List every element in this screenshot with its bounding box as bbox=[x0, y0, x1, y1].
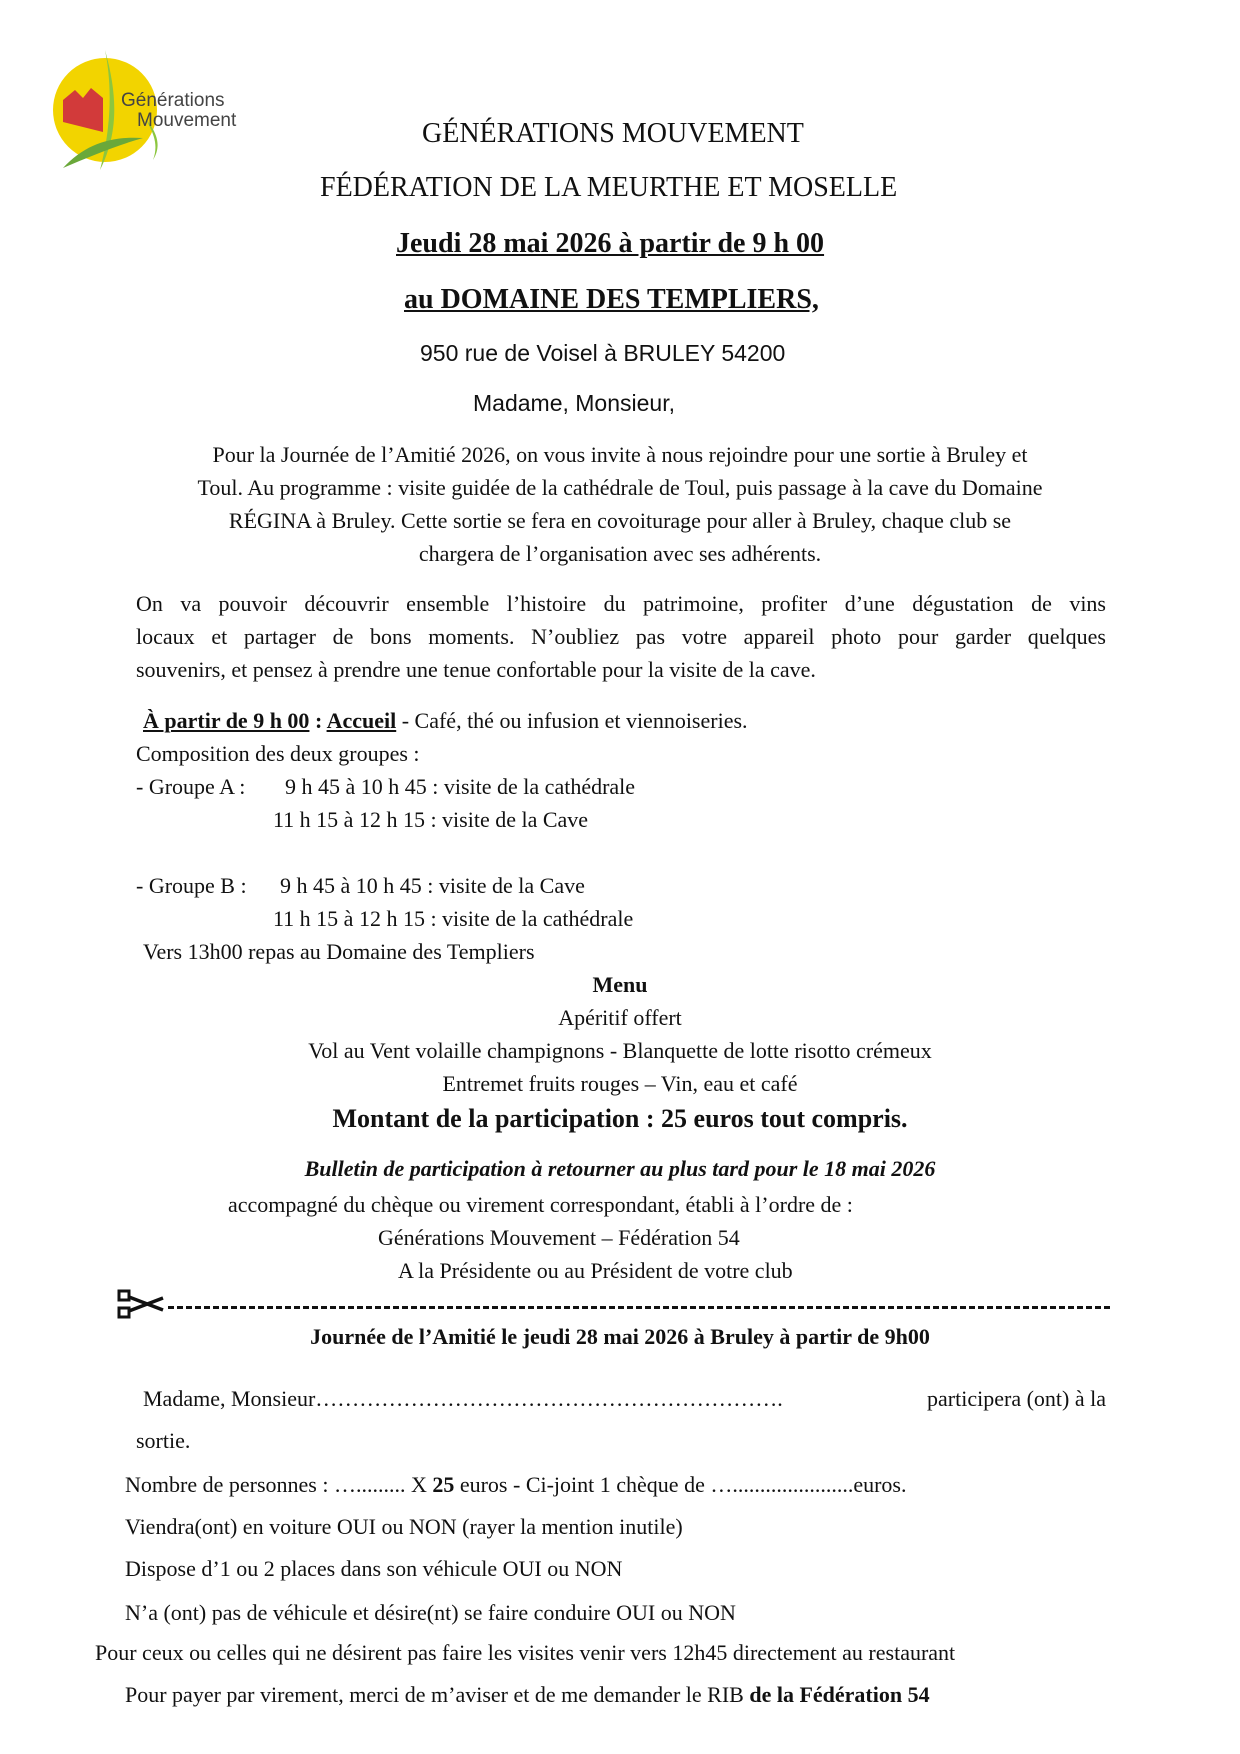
scissors-icon bbox=[117, 1288, 165, 1320]
intro-line-2: Toul. Au programme : visite guidée de la cathédrale de Toul, puis passage à la cave du Domaine bbox=[197, 475, 1043, 500]
intro-line-3: RÉGINA à Bruley. Cette sortie se fera en covoiturage pour aller à Bruley, chaque club se bbox=[228, 508, 1012, 533]
salutation: Madame, Monsieur, bbox=[473, 390, 675, 416]
program-start-line: À partir de 9 h 00 : Accueil - Café, thé ou infusion et viennoiseries. bbox=[143, 708, 748, 733]
coupon-no-visit-note: Pour ceux ou celles qui ne désirent pas faire les visites venir vers 12h45 directement au restaurant bbox=[95, 1640, 956, 1665]
payment-line-2: Générations Mouvement – Fédération 54 bbox=[378, 1225, 740, 1250]
generations-mouvement-logo bbox=[45, 40, 290, 180]
program-lunch: Vers 13h00 repas au Domaine des Templiers bbox=[143, 939, 535, 964]
paragraph-activities bbox=[136, 587, 1106, 686]
group-a-slot-2: 11 h 15 à 12 h 15 : visite de la Cave bbox=[273, 807, 589, 832]
logo-text-line1: Générations bbox=[121, 90, 225, 111]
menu-item-2: Vol au Vent volaille champignons - Blanquette de lotte risotto crémeux bbox=[308, 1038, 932, 1063]
coupon-no-car-choice[interactable]: N’a (ont) pas de véhicule et désire(nt) se faire conduire OUI ou NON bbox=[125, 1600, 736, 1625]
event-date: Jeudi 28 mai 2026 à partir de 9 h 00 bbox=[396, 228, 825, 259]
event-venue: au DOMAINE DES TEMPLIERS, bbox=[404, 284, 819, 315]
payment-line-1: accompagné du chèque ou virement correspondant, établi à l’ordre de : bbox=[228, 1192, 853, 1217]
coupon-persons-field[interactable]: Nombre de personnes : …......... X 25 euros - Ci-joint 1 chèque de …......................euros. bbox=[125, 1472, 907, 1497]
group-b-slot-2: 11 h 15 à 12 h 15 : visite de la cathédrale bbox=[273, 906, 634, 931]
coupon-name-line-cont: sortie. bbox=[136, 1428, 191, 1453]
menu-item-3: Entremet fruits rouges – Vin, eau et café bbox=[442, 1071, 798, 1096]
coupon-places-choice[interactable]: Dispose d’1 ou 2 places dans son véhicule OUI ou NON bbox=[125, 1556, 623, 1581]
group-b-slot-1: 9 h 45 à 10 h 45 : visite de la Cave bbox=[280, 873, 585, 898]
para2-line-3: souvenirs, et pensez à prendre une tenue confortable pour la visite de la cave. bbox=[136, 657, 816, 682]
coupon-car-choice[interactable]: Viendra(ont) en voiture OUI ou NON (rayer la mention inutile) bbox=[125, 1514, 683, 1539]
group-a-slot-1: 9 h 45 à 10 h 45 : visite de la cathédrale bbox=[285, 774, 636, 799]
coupon-name-line-end: participera (ont) à la bbox=[927, 1386, 1106, 1411]
intro-line-1: Pour la Journée de l’Amitié 2026, on vous invite à nous rejoindre pour une sortie à Bruley et bbox=[212, 442, 1028, 467]
coupon-name-field[interactable]: Madame, Monsieur………………………………………………………. bbox=[143, 1386, 783, 1411]
menu-title: Menu bbox=[592, 972, 648, 997]
menu-item-1: Apéritif offert bbox=[558, 1005, 682, 1030]
org-title: GÉNÉRATIONS MOUVEMENT bbox=[422, 118, 804, 149]
coupon-rib-note: Pour payer par virement, merci de m’aviser et de me demander le RIB de la Fédération 54 bbox=[125, 1682, 930, 1707]
logo-text-line2: Mouvement bbox=[137, 110, 237, 131]
event-address: 950 rue de Voisel à BRULEY 54200 bbox=[420, 340, 786, 366]
cut-line-divider bbox=[168, 1306, 1110, 1309]
price-total: Montant de la participation : 25 euros tout compris. bbox=[332, 1104, 908, 1133]
payment-line-3: A la Présidente ou au Président de votre club bbox=[398, 1258, 793, 1283]
bulletin-deadline: Bulletin de participation à retourner au plus tard pour le 18 mai 2026 bbox=[304, 1156, 936, 1181]
program-start-time: À partir de 9 h 00 bbox=[143, 708, 310, 733]
para2-line-1: On va pouvoir découvrir ensemble l’histoire du patrimoine, profiter d’une dégustation de vins bbox=[136, 591, 1106, 616]
intro-line-4: chargera de l’organisation avec ses adhérents. bbox=[418, 541, 822, 566]
program-accueil: Accueil bbox=[326, 708, 397, 733]
program-composition: Composition des deux groupes : bbox=[136, 741, 420, 766]
group-a-label: - Groupe A : bbox=[136, 774, 246, 799]
group-b-label: - Groupe B : bbox=[136, 873, 247, 898]
program-accueil-detail: - Café, thé ou infusion et viennoiseries. bbox=[396, 708, 748, 733]
federation-title: FÉDÉRATION DE LA MEURTHE ET MOSELLE bbox=[320, 172, 898, 203]
coupon-title: Journée de l’Amitié le jeudi 28 mai 2026 à Bruley à partir de 9h00 bbox=[310, 1324, 930, 1349]
para2-line-2: locaux et partager de bons moments. N’oubliez pas votre appareil photo pour garder quelques bbox=[136, 624, 1106, 649]
